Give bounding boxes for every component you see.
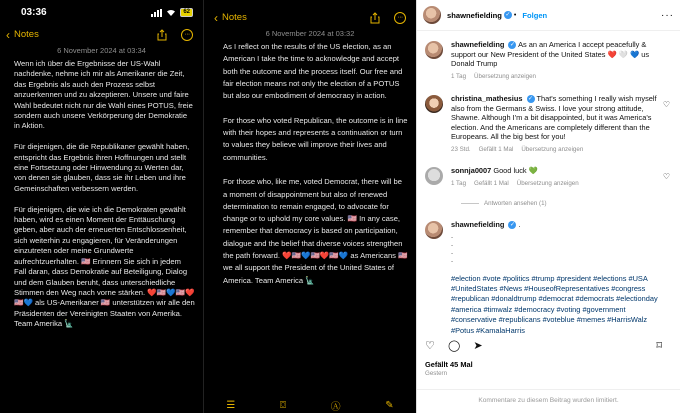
like-comment-icon[interactable]: ♡ (662, 100, 670, 109)
view-replies[interactable] (461, 200, 547, 207)
avatar[interactable] (425, 167, 443, 185)
translate-link[interactable]: Übersetzung anzeigen (516, 179, 579, 187)
more-options-icon[interactable]: ··· (181, 29, 193, 41)
comments-limited-notice: Kommentare zu diesem Beitrag wurden limitiert. (417, 389, 680, 404)
verified-icon: ✓ (528, 96, 534, 103)
share-icon[interactable]: ➤ (473, 340, 483, 352)
more-options-icon[interactable]: ··· (661, 9, 674, 21)
verified-icon: ✓ (505, 12, 511, 18)
hashtags[interactable]: #election #vote #politics #trump #president #elections #USA #UnitedStates #News #HouseofRepresentatives #congress #republican #donaldtrump #democrat #democrats #electionday #america #timwalz #democracy #voting #government #conservative #republicans #voteblue #memes #HarrisWalz #Potus #KamalaHarris (451, 273, 658, 335)
status-time: 03:36 (21, 7, 47, 18)
note-date: 6 November 2024 at 03:32 (265, 29, 355, 38)
comment-spacer-dots: . . . . (451, 230, 454, 264)
avatar[interactable] (425, 95, 443, 113)
comment-text: Good luck 💚 (493, 166, 538, 175)
share-icon[interactable] (157, 29, 167, 41)
avatar[interactable] (423, 6, 441, 24)
wifi-icon (166, 9, 176, 16)
note-paragraph: For those who voted Republican, the outcome is in line with their hopes and represents a continuation or turn to values they believe will improve their lives and communities. (223, 115, 408, 162)
back-label: Notes (222, 12, 247, 23)
signal-icon (151, 9, 162, 17)
post-header (423, 4, 674, 26)
note-paragraph: For those who, like me, voted Democrat, there will be a moment of disappointment but also of renewed determination to remain engaged, to advocate for change or to uphold my core values. 🇺🇸 In any case, remember that democracy is based on participation, dialogue and the belief that diverse voices strengthen the path forward. ❤️🇺🇸💙🇺🇸❤️🇺🇸💙 as Americans 🇺🇸 we all support the President of the United States of America. Team America 🗽 (223, 177, 408, 285)
post-likes[interactable]: Gefällt 45 Mal (425, 360, 473, 369)
comment (425, 220, 670, 336)
comment-text: That's something I really wish myself also from the Germans & Swiss. I love your strong attitude, Shawne. Although I'm a bit disappointed, but it was America's election. And the Americans are completely different than the Europeans. All the big best for you! (451, 94, 657, 142)
comment-icon[interactable]: ◯ (447, 340, 461, 352)
note-toolbar (157, 29, 193, 41)
back-to-notes-button[interactable] (6, 29, 39, 40)
notes-panel-german (0, 0, 203, 413)
like-comment-icon[interactable]: ♡ (662, 172, 670, 181)
avatar[interactable] (425, 41, 443, 59)
translate-link[interactable]: Übersetzung anzeigen (474, 72, 536, 80)
verified-icon: ✓ (509, 222, 515, 229)
camera-icon[interactable]: ⌼ (279, 399, 286, 411)
comment-username[interactable]: shawnefielding (451, 40, 505, 49)
comment-time: 1 Tag (451, 179, 467, 187)
back-to-notes-button[interactable] (214, 12, 247, 23)
view-replies-label: Antworten ansehen (1) (484, 200, 547, 207)
more-options-icon[interactable]: ··· (394, 12, 406, 24)
verified-icon: ✓ (509, 42, 515, 49)
comment-username[interactable]: christina_mathesius (451, 94, 523, 103)
back-label: Notes (14, 29, 39, 40)
note-paragraph: As I reflect on the results of the US election, as an American I take the time to acknowledge and accept both the outcome and the process itself. Our free and fair election means not only the election of a POTUS but also our embodiment of democracy in action. (223, 42, 403, 101)
markup-icon[interactable]: Ⓐ (330, 401, 341, 413)
note-toolbar (370, 12, 406, 24)
bookmark-icon[interactable]: ⌑ (656, 340, 662, 352)
separator-dot: • (513, 11, 517, 19)
checklist-icon[interactable]: ☰ (226, 399, 236, 411)
instagram-panel (416, 0, 680, 413)
avatar[interactable] (425, 221, 443, 239)
replies-line (461, 203, 479, 204)
notes-navbar (0, 29, 203, 45)
comment (425, 166, 670, 188)
comment-time: 1 Tag (451, 72, 467, 80)
follow-button[interactable]: Folgen (522, 10, 548, 20)
note-paragraph: Für diejenigen, die die Republikaner gewählt haben, entspricht das Ergebnis ihren Hoffnungen und stellt eine Fortsetzung oder Hinwendung zu Werten dar, von denen sie glauben, dass sie ihr Leben und ihre Gemeinschaften verbessern werden. (14, 142, 190, 193)
chevron-left-icon: ‹ (214, 10, 218, 25)
note-date: 6 November 2024 at 03:34 (57, 46, 146, 55)
post-username[interactable]: shawnefielding (447, 10, 502, 20)
compose-icon[interactable]: ✎ (385, 399, 394, 411)
note-paragraph: Für diejenigen, die wie ich die Demokraten gewählt haben, wird es einen Moment der Enttäuschung geben, aber auch der erneuerten Entschlossenheit, sich weiterhin zu engagieren, für Veränderungen einzutreten oder meine Grundwerte aufrechtzuerhalten. 🇺🇸 Erinnern Sie sich in jedem Fall daran, dass Demokratie auf Beteiligung, Dialog und dem Glauben beruht, dass unterschiedliche Stimmen den Weg nach vorne stärken. ❤️🇺🇸💙🇺🇸❤️🇺🇸💙 als US-Amerikaner 🇺🇸 unterstützen wir alle den Präsidenten der Vereinigten Staaten von Amerika. Team Amerika 🗽 (14, 204, 195, 329)
battery-icon: 62 (180, 8, 193, 17)
comment-username[interactable]: sonnja0007 (451, 166, 492, 175)
status-bar (0, 7, 203, 19)
notes-bottom-toolbar (204, 397, 416, 413)
like-icon[interactable]: ♡ (425, 340, 435, 352)
share-icon[interactable] (370, 12, 380, 24)
notes-panel-english (203, 0, 416, 413)
post-date: Gestern (425, 370, 448, 377)
note-body[interactable] (223, 41, 408, 299)
comment-text: As an an America I accept peacefully & support our New President of the United States ❤️ 🤍 💙 us Donald Trump (451, 40, 650, 69)
comment-likes[interactable]: Gefällt 1 Mal (478, 145, 514, 153)
status-icons (151, 8, 193, 17)
chevron-left-icon: ‹ (6, 27, 10, 42)
post-actions (425, 339, 672, 351)
note-paragraph: Wenn ich über die Ergebnisse der US-Wahl nachdenke, nehme ich mir als Amerikaner die Zeit, das Ergebnis als auch den Prozess selbst anzuerkennen und zu akzeptieren. Unsere und faire Wahl bedeutet nicht nur die Wahl eines POTUS, freie sondern auch unsere Verkörperung der Demokratie in Aktion. (14, 59, 193, 131)
comment-time: 23 Std. (451, 145, 471, 153)
comment-username[interactable]: shawnefielding (451, 220, 505, 229)
comment (425, 94, 670, 155)
notes-navbar (204, 12, 416, 28)
divider (417, 30, 680, 31)
note-body[interactable] (14, 59, 195, 340)
comment-likes[interactable]: Gefällt 1 Mal (474, 179, 509, 187)
translate-link[interactable]: Übersetzung anzeigen (521, 145, 584, 153)
comment (425, 40, 670, 81)
comment-lead-dot: . (518, 220, 521, 229)
